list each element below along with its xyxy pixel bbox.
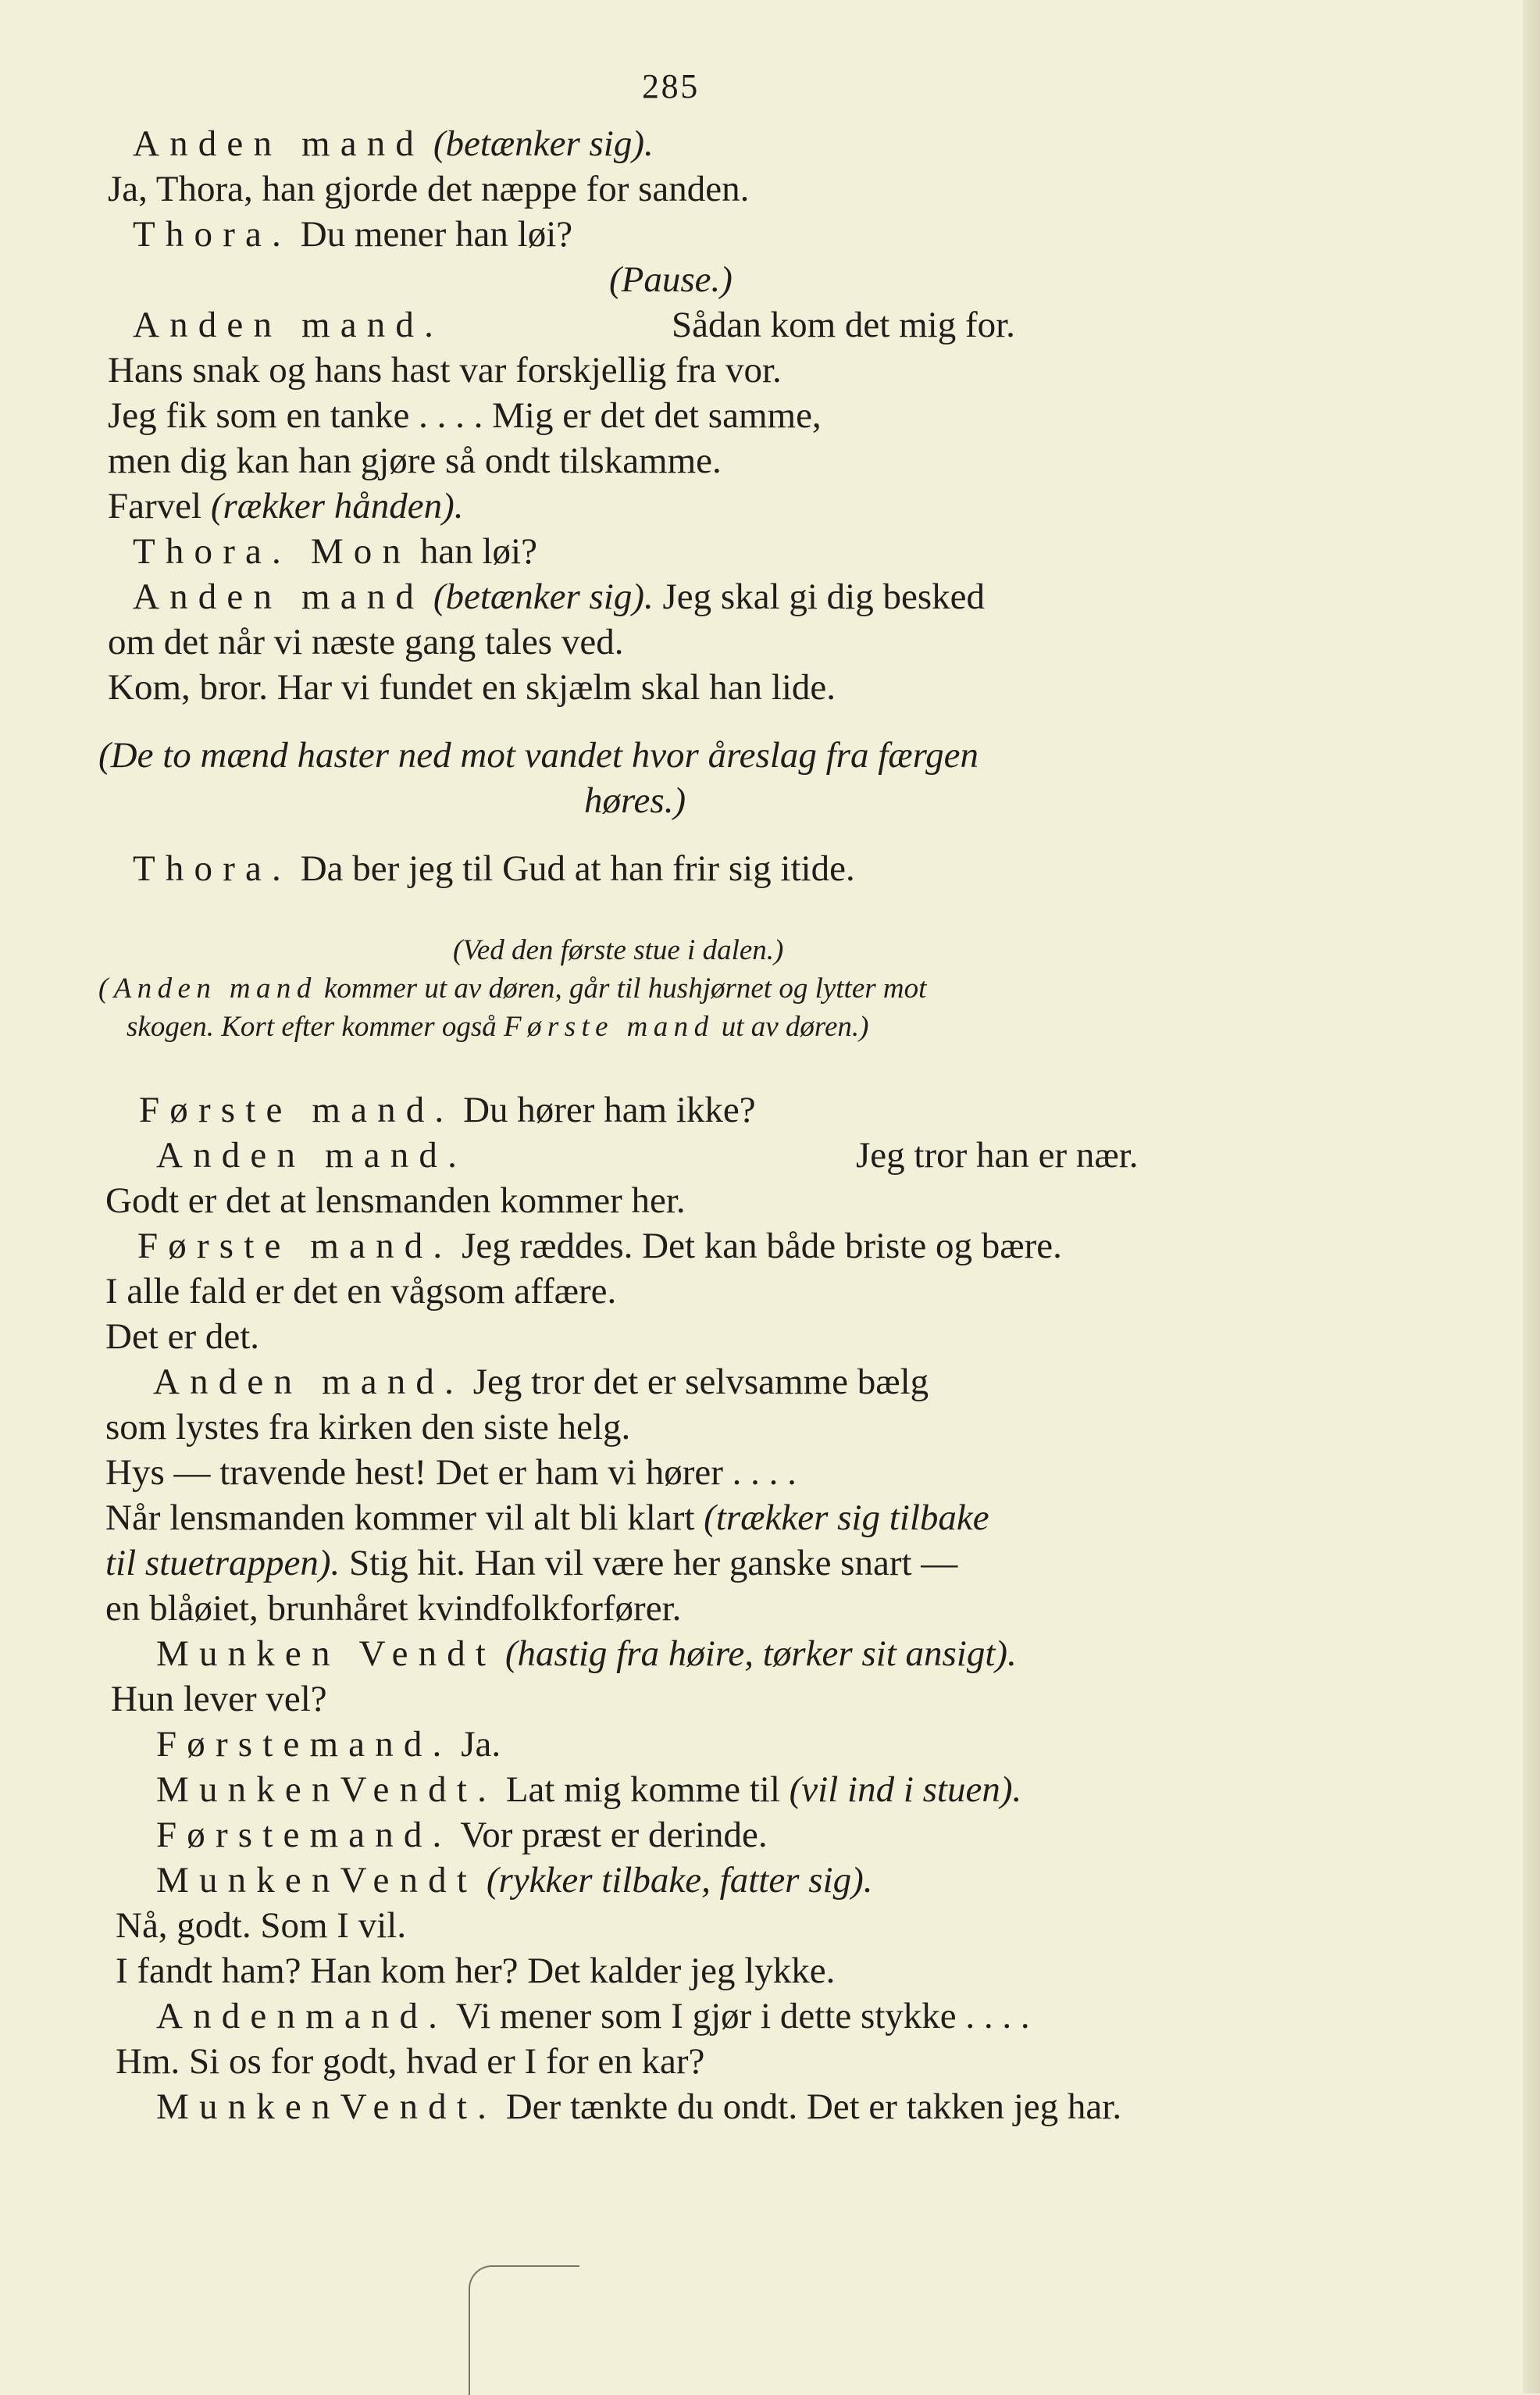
text-span: Godt er det at lensmanden kommer her. <box>105 1180 686 1221</box>
text-line <box>108 619 623 665</box>
text-span: Hun lever vel? <box>111 1679 327 1719</box>
text-line <box>105 1269 616 1314</box>
text-line <box>609 257 733 302</box>
text-span: (hastig fra høire, tørker sit ansigt). <box>496 1633 1017 1674</box>
text-span: Anden mand. <box>133 305 444 345</box>
text-line <box>105 1405 630 1450</box>
text-line <box>133 846 855 891</box>
text-line <box>105 1586 681 1631</box>
text-span: MunkenVendt <box>156 1860 478 1901</box>
text-span: han løi? <box>411 531 537 572</box>
text-span: Vor præst er derinde. <box>451 1815 768 1855</box>
text-line <box>584 778 686 823</box>
text-span: Da ber jeg til Gud at han frir sig itide. <box>291 848 855 889</box>
text-span: (rykker tilbake, fatter sig). <box>477 1860 873 1901</box>
text-line <box>105 1314 259 1359</box>
text-span: Anden mand. <box>153 1362 464 1402</box>
text-line <box>116 1903 406 1948</box>
text-span: Thora. <box>133 848 291 889</box>
text-span: Anden mand <box>133 576 425 617</box>
text-line <box>105 1540 957 1586</box>
text-span: Jeg skal gi dig besked <box>653 576 986 617</box>
text-line <box>156 1722 501 1767</box>
text-line <box>116 2039 704 2084</box>
text-line <box>105 1450 797 1495</box>
text-line <box>133 121 654 166</box>
text-span: ut av døren.) <box>714 1011 869 1043</box>
text-span: Jeg ræddes. Det kan både briste og bære. <box>452 1226 1062 1266</box>
text-line <box>108 393 822 438</box>
text-span: Andenmand. <box>156 1996 448 2036</box>
text-span: Førstemand. <box>156 1815 452 1855</box>
text-span: Lat mig komme til <box>496 1769 790 1810</box>
text-span: Thora. Mon <box>133 531 412 572</box>
text-span: Første mand <box>504 1011 715 1043</box>
text-span: Du hører ham ikke? <box>454 1090 756 1130</box>
text-line <box>856 1133 1139 1178</box>
text-line <box>111 1676 327 1722</box>
text-span: I fandt ham? Han kom her? Det kalder jeg lykke. <box>116 1951 836 1991</box>
text-span: Munken Vendt <box>156 1633 497 1674</box>
text-span: en blåøiet, brunhåret kvindfolkforfører. <box>105 1588 682 1629</box>
text-span: (De to mænd haster ned mot vandet hvor åreslag fra færgen <box>98 735 979 776</box>
text-line <box>156 1812 768 1858</box>
text-span: Sådan kom det mig for. <box>672 305 1015 345</box>
text-span: MunkenVendt. <box>156 2086 497 2127</box>
text-span: kommer ut av døren, går til hushjørnet og lytter mot <box>316 973 927 1005</box>
text-line <box>156 1858 872 1903</box>
text-span: Du mener han løi? <box>291 214 573 255</box>
text-span: Ja. <box>451 1724 501 1765</box>
text-span: (betænker sig). <box>424 576 654 617</box>
text-span: Første mand. <box>139 1090 455 1130</box>
text-span: skogen. Kort efter kommer også <box>127 1011 504 1043</box>
text-span: Nå, godt. Som I vil. <box>116 1905 407 1946</box>
text-span: I alle fald er det en vågsom affære. <box>105 1271 617 1312</box>
text-line <box>156 1993 1030 2039</box>
text-span: Hm. Si os for godt, hvad er I for en kar? <box>116 2041 705 2082</box>
text-span: (Anden mand <box>98 973 317 1005</box>
text-span: til stuetrappen). <box>105 1543 340 1583</box>
text-span: Anden mand <box>133 123 425 164</box>
text-span: MunkenVendt. <box>156 1769 497 1810</box>
text-line <box>108 665 836 710</box>
text-span: Hans snak og hans hast var forskjellig fra vor. <box>108 350 782 391</box>
text-line <box>108 348 782 393</box>
text-line <box>133 574 985 619</box>
text-span: (Ved den første stue i dalen.) <box>453 934 784 966</box>
text-span: Førstemand. <box>156 1724 452 1765</box>
text-line <box>133 302 444 348</box>
text-line <box>108 484 464 529</box>
text-line <box>105 1178 686 1223</box>
text-span: (trækker sig tilbake <box>704 1497 989 1538</box>
text-line <box>116 1948 835 1993</box>
text-span: (vil ind i stuen). <box>789 1769 1022 1810</box>
text-line <box>156 1767 1021 1812</box>
text-span: Thora. <box>133 214 291 255</box>
text-line <box>156 1631 1017 1676</box>
text-span: Stig hit. Han vil være her ganske snart — <box>340 1543 958 1583</box>
text-span: Jeg tror han er nær. <box>856 1135 1139 1176</box>
text-span: men dig kan han gjøre så ondt tilskamme. <box>108 441 722 481</box>
text-span: (betænker sig). <box>424 123 654 164</box>
text-span: Kom, bror. Har vi fundet en skjælm skal han lide. <box>108 667 836 708</box>
text-line <box>127 1009 868 1045</box>
text-span: Farvel <box>108 486 211 526</box>
text-span: Når lensmanden kommer vil alt bli klart <box>105 1497 704 1538</box>
text-line <box>105 1495 989 1540</box>
text-line <box>133 529 537 574</box>
text-line <box>98 733 979 778</box>
text-span: Første mand. <box>137 1226 453 1266</box>
text-span: Vi mener som I gjør i dette stykke . . . . <box>447 1996 1030 2036</box>
text-line <box>133 212 572 257</box>
text-line <box>108 166 749 212</box>
paper-scrap <box>469 2265 579 2395</box>
text-span: Der tænkte du ondt. Det er takken jeg har. <box>496 2086 1122 2127</box>
text-span: (rækker hånden). <box>210 486 464 526</box>
text-line <box>139 1087 756 1133</box>
text-line <box>156 2084 1121 2129</box>
text-line <box>98 971 926 1007</box>
text-span: Ja, Thora, han gjorde det næppe for sanden. <box>108 169 750 209</box>
text-span: Jeg fik som en tanke . . . . Mig er det det samme, <box>108 395 822 436</box>
text-span: som lystes fra kirken den siste helg. <box>105 1407 631 1447</box>
text-line <box>156 1133 467 1178</box>
text-line <box>153 1359 929 1405</box>
text-span: om det når vi næste gang tales ved. <box>108 622 624 662</box>
text-span: (Pause.) <box>609 259 733 300</box>
text-span: Det er det. <box>105 1316 260 1357</box>
text-span: høres.) <box>584 780 686 821</box>
text-span: Anden mand. <box>156 1135 467 1176</box>
text-line <box>672 302 1015 348</box>
text-line <box>453 933 783 969</box>
text-line <box>137 1223 1062 1269</box>
text-span: Jeg tror det er selvsamme bælg <box>463 1362 929 1402</box>
page-number: 285 <box>642 67 700 105</box>
page-edge <box>1523 0 1540 2393</box>
text-span: Hys — travende hest! Det er ham vi hører . . . . <box>105 1452 797 1493</box>
text-line <box>108 438 722 484</box>
